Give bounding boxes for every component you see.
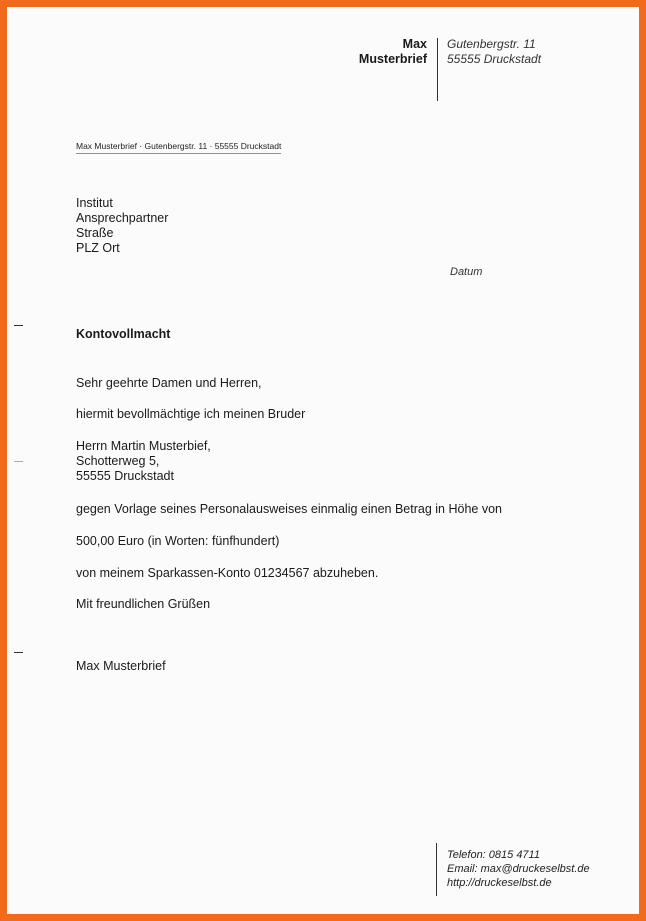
sender-first-name: Max [402, 37, 427, 51]
sender-street: Gutenbergstr. 11 [447, 37, 536, 51]
signature-name: Max Musterbrief [76, 659, 166, 673]
header-divider [437, 38, 438, 101]
fold-mark-top [14, 325, 23, 326]
closing: Mit freundlichen Grüßen [76, 597, 211, 611]
contact-email: Email: max@druckeselbst.de [447, 863, 590, 875]
recipient-address [76, 196, 168, 256]
sender-address [447, 37, 541, 67]
authorized-person-block [76, 439, 211, 484]
letter-date: Datum [450, 266, 483, 278]
sender-name [337, 37, 427, 67]
amount-line: 500,00 Euro (in Worten: fünfhundert) [76, 534, 280, 548]
return-address-line: Max Musterbrief · Gutenbergstr. 11 · 55555 Druckstadt [76, 141, 281, 154]
authorized-person-name: Herrn Martin Musterbief, [76, 439, 211, 453]
body-paragraph-3: von meinem Sparkassen-Konto 01234567 abzuheben. [76, 566, 379, 580]
recipient-line-2: Ansprechpartner [76, 211, 169, 225]
fold-mark-bottom [14, 652, 23, 653]
contact-phone: Telefon: 0815 4711 [447, 849, 540, 861]
sender-last-name: Musterbrief [358, 52, 427, 66]
salutation: Sehr geehrte Damen und Herren, [76, 376, 262, 390]
footer-divider [436, 843, 437, 896]
recipient-line-3: Straße [76, 226, 114, 240]
body-paragraph-1: hiermit bevollmächtige ich meinen Bruder [76, 407, 306, 421]
contact-info [447, 848, 590, 890]
letter-subject: Kontovollmacht [76, 327, 171, 341]
authorized-person-street: Schotterweg 5, [76, 454, 160, 468]
recipient-line-4: PLZ Ort [76, 241, 120, 255]
letter-page [7, 7, 639, 914]
contact-web: http://druckeselbst.de [447, 877, 552, 889]
recipient-line-1: Institut [76, 196, 113, 210]
body-paragraph-2: gegen Vorlage seines Personalausweises einmalig einen Betrag in Höhe von [76, 502, 502, 516]
sender-city: 55555 Druckstadt [447, 52, 542, 66]
authorized-person-city: 55555 Druckstadt [76, 469, 174, 483]
punch-mark [14, 461, 23, 462]
